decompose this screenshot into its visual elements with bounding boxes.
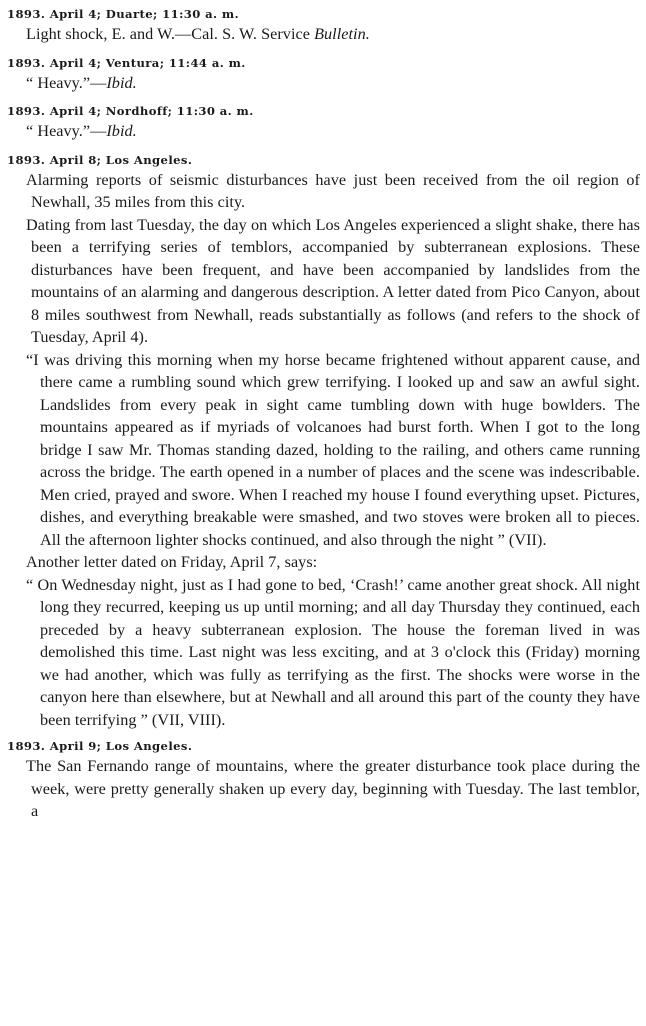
paragraph-text: “ Heavy.”—: [26, 73, 107, 92]
entry-nordhoff: [6, 103, 640, 143]
entry-heading: 1893. April 4; Nordhoff; 11:30 a. m.: [7, 104, 254, 118]
entry-paragraph: [6, 23, 640, 46]
entry-paragraph: [6, 72, 640, 95]
entry-paragraph: [6, 120, 640, 143]
entry-heading: 1893. April 4; Ventura; 11:44 a. m.: [7, 55, 246, 70]
paragraph-citation: Bulletin.: [314, 25, 370, 43]
entry-heading: 1893. April 4; Duarte; 11:30 a. m.: [7, 7, 240, 21]
entry-duarte: [6, 6, 640, 46]
entry-paragraph: Dating from last Tuesday, the day on which Los Angeles experienced a slight shake, there has been a terrifying series of temblors, accompanied by subterranean explosions. These disturbances have been frequent, and have been accompanied by landslides from the mountains of an alarming and dangerous description. A letter dated from Pico Canyon, about 8 miles southwest from Newhall, reads substantially as follows (and refers to the shock of Tuesday, April 4).: [26, 215, 640, 346]
paragraph-text: Light shock, E. and W.—Cal. S. W. Service: [26, 25, 315, 43]
entry-heading: 1893. April 8; Los Angeles.: [7, 152, 193, 167]
entry-paragraph: Another letter dated on Friday, April 7, says:: [26, 553, 318, 571]
entry-heading: 1893. April 9; Los Angeles.: [7, 739, 193, 753]
quoted-letter-paragraph: “ On Wednesday night, just as I had gone to bed, ‘Crash!’ came another great shock. All night long they recurred, keeping us up until morning; and all day Thursday they continued, each preceded by a heavy subterranean explosion. The house the foreman lived in was demolished this time. Last night was less exciting, and at 3 o'clock this (Friday) morning we had another, which was fully as terrifying as the first. The shocks were worse in the canyon here than elsewhere, but at Newhall and all around this part of the county they have been terrifying ” (VII, VIII).: [26, 575, 640, 729]
entry-paragraph: Alarming reports of seismic disturbances have just been received from the oil region of Newhall, 35 miles from this city.: [26, 170, 640, 211]
paragraph-citation: Ibid.: [106, 122, 137, 140]
paragraph-text: “ Heavy.”—: [26, 122, 107, 140]
quoted-letter-paragraph: “I was driving this morning when my horse became frightened without apparent cause, and there came a rumbling sound which grew terrifying. I looked up and saw an awful sight. Landslides from every peak in sight came tumbling down with huge bowlders. The mountains appeared as if myriads of volcanoes had burst forth. When I got to the long bridge I saw Mr. Thomas standing dazed, holding to the railing, and others came running across the bridge. The earth opened in a number of places and the scene was indescribable. Men cried, prayed and swore. When I reached my house I found everything upset. Pictures, dishes, and everything breakable were smashed, and two stoves were broken all to pieces. All the afternoon lighter shocks continued, and also through the night ” (VII).: [26, 350, 640, 549]
entry-ventura: [6, 55, 640, 95]
paragraph-citation: Ibid.: [106, 73, 137, 92]
entry-paragraph: The San Fernando range of mountains, where the greater disturbance took place during the week, were pretty generally shaken up every day, beginning with Tuesday. The last temblor, a: [26, 757, 640, 820]
entry-los-angeles-april-8: [6, 152, 640, 732]
entry-los-angeles-april-9: [6, 738, 640, 823]
